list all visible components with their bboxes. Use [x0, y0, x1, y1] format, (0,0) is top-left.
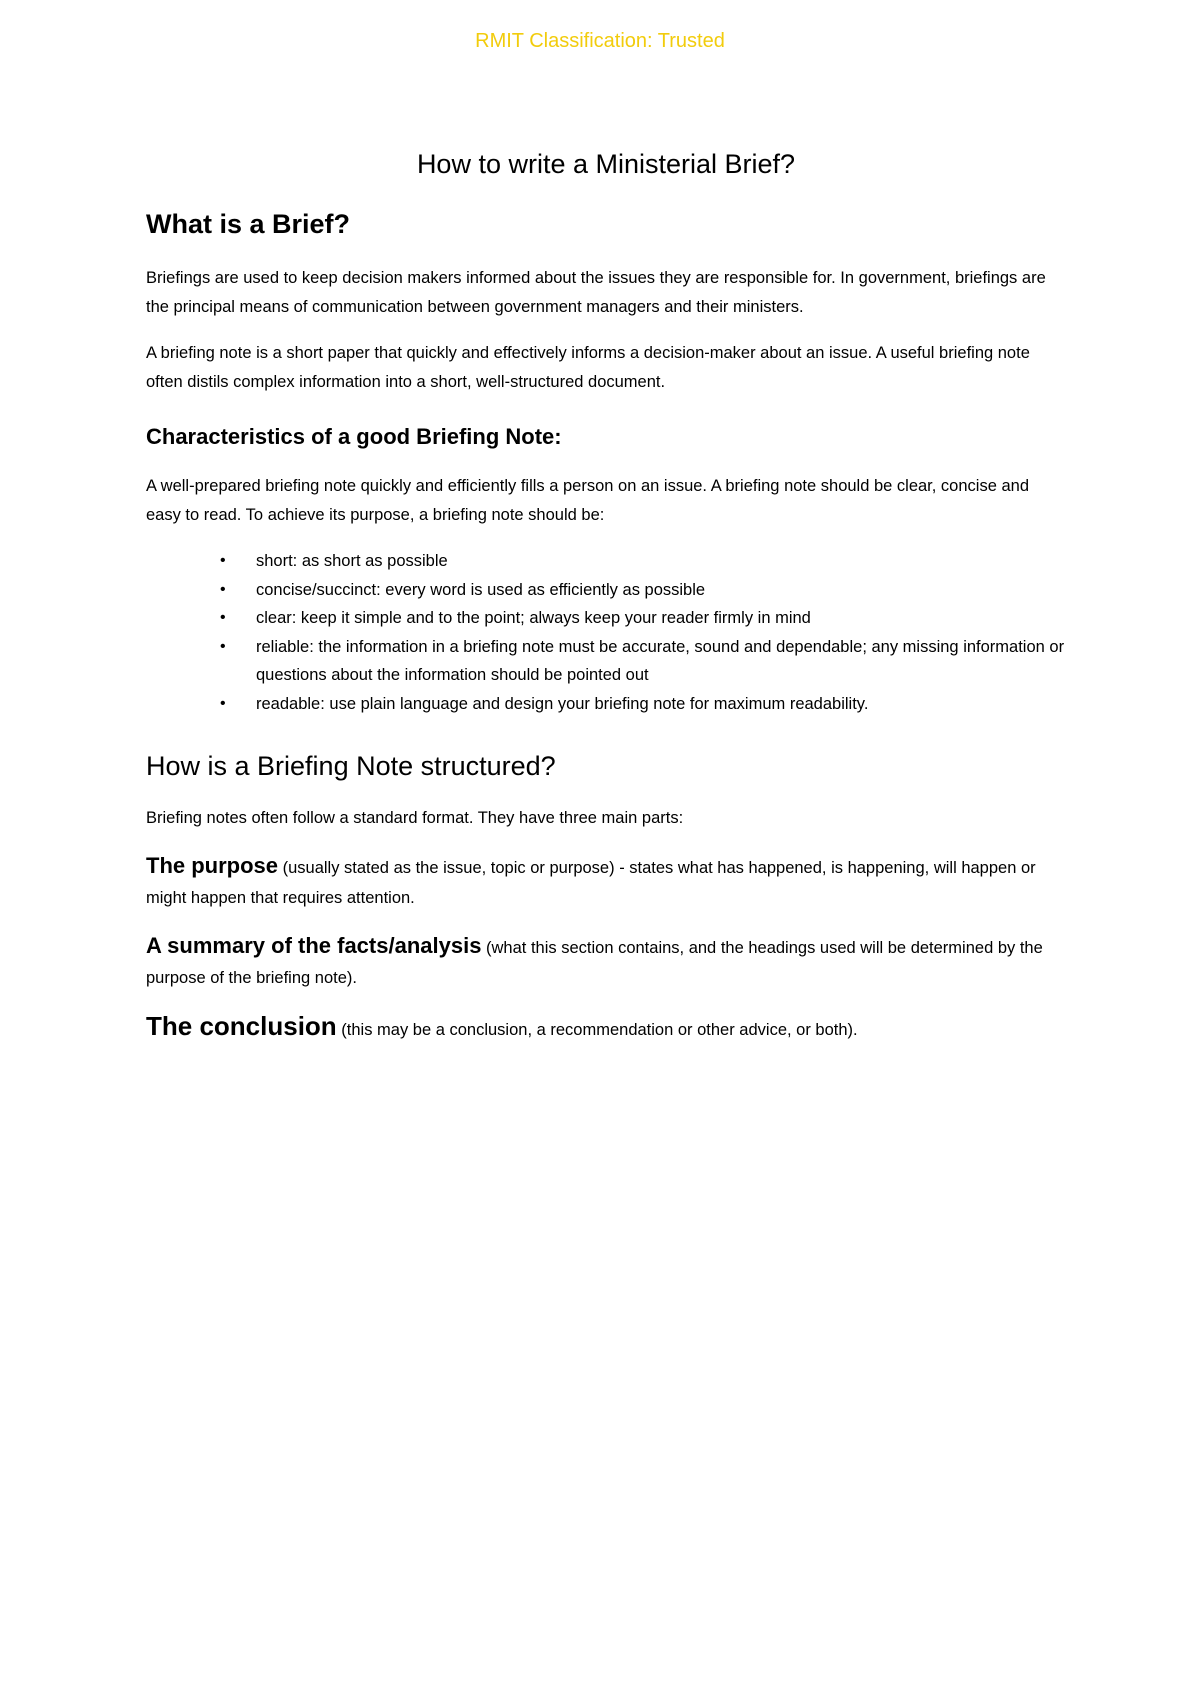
part-conclusion-lead: The conclusion: [146, 1010, 337, 1041]
bullet-glyph: •: [220, 580, 226, 598]
list-item: [220, 690, 1066, 719]
part-summary-lead: A summary of the facts/analysis: [146, 932, 482, 958]
paragraph-structure-intro: Briefing notes often follow a standard format. They have three main parts:: [146, 809, 684, 827]
list-item-text: concise/succinct: every word is used as efficiently as possible: [256, 580, 706, 599]
characteristics-list: [146, 547, 1066, 718]
part-summary-text: (what this section contains, and the headings used will be determined by the purpose of the briefing note).: [146, 938, 1043, 987]
part-purpose-lead: The purpose: [146, 852, 279, 878]
heading-structure: How is a Briefing Note structured?: [146, 751, 556, 781]
document-title: How to write a Ministerial Brief?: [416, 149, 796, 179]
paragraph-characteristics-intro: A well-prepared briefing note quickly and efficiently fills a person on an issue. A briefing note should be clear, concise and easy to read. To achieve its purpose, a briefing note should be:: [146, 477, 1029, 524]
part-summary: [146, 931, 1066, 993]
part-purpose: [146, 851, 1066, 913]
bullet-glyph: •: [220, 609, 226, 626]
part-conclusion-text: (this may be a conclusion, a recommendation or other advice, or both).: [336, 1020, 858, 1039]
list-item-text: reliable: the information in a briefing note must be accurate, sound and dependable; any missing information or questions about the information should be pointed out: [256, 637, 1065, 684]
bullet-glyph: •: [220, 552, 226, 569]
bullet-glyph: •: [220, 637, 226, 655]
list-item: [220, 633, 1066, 690]
document-body: [146, 146, 1066, 1063]
part-conclusion: [146, 1011, 1066, 1045]
classification-label: RMIT Classification: Trusted: [475, 30, 725, 52]
heading-what-is-a-brief: What is a Brief?: [146, 209, 351, 239]
list-item-text: short: as short as possible: [256, 552, 448, 570]
list-item-text: clear: keep it simple and to the point; always keep your reader firmly in mind: [256, 609, 811, 627]
list-item-text: readable: use plain language and design your briefing note for maximum readability.: [256, 694, 869, 713]
part-purpose-text: (usually stated as the issue, topic or purpose) - states what has happened, is happening, will happen or might happen that requires attention.: [146, 858, 1036, 907]
list-item: [220, 604, 1066, 633]
paragraph-briefings-purpose: Briefings are used to keep decision makers informed about the issues they are responsible for. In government, briefings are the principal means of communication between government managers and their ministers.: [146, 269, 1046, 316]
list-item: [220, 576, 1066, 605]
heading-characteristics: Characteristics of a good Briefing Note:: [146, 424, 562, 449]
paragraph-briefing-note-definition: A briefing note is a short paper that quickly and effectively informs a decision-maker about an issue. A useful briefing note often distils complex information into a short, well-structured document.: [146, 344, 1030, 391]
bullet-glyph: •: [220, 694, 226, 712]
list-item: [220, 547, 1066, 576]
